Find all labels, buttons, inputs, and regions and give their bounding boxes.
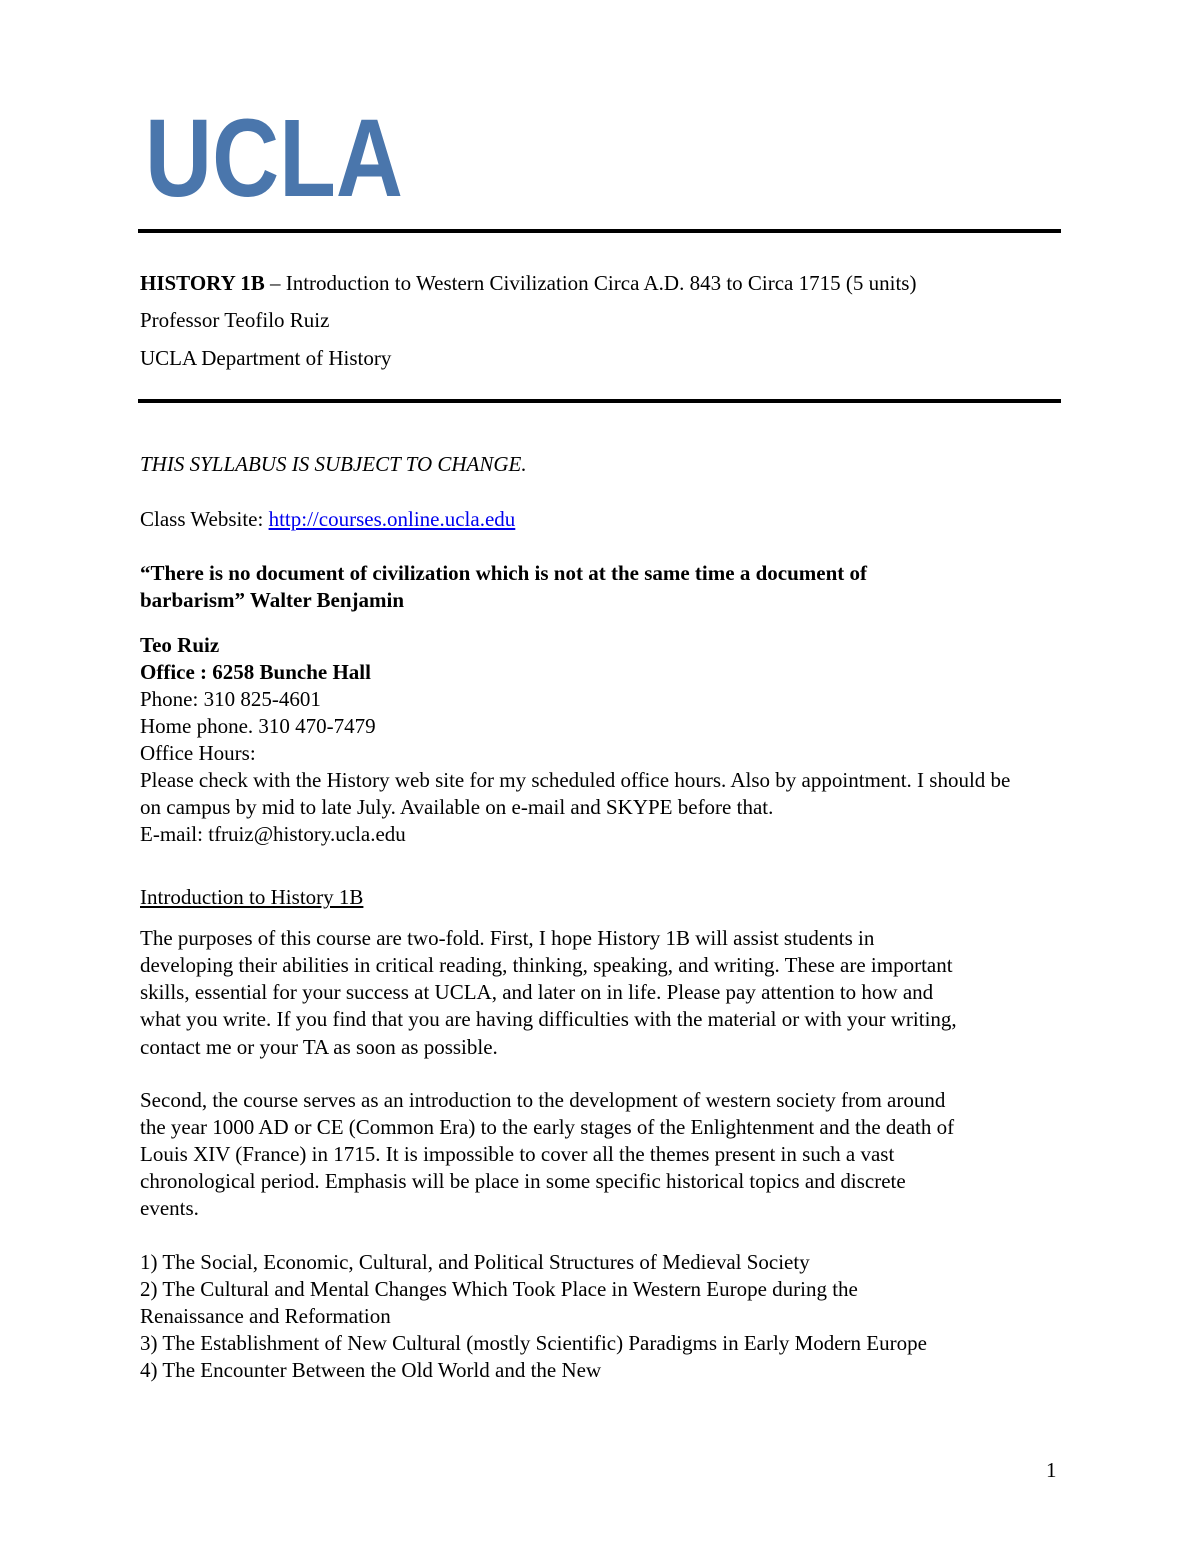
- professor-name: Professor Teofilo Ruiz: [140, 308, 330, 332]
- intro-para2-line: Second, the course serves as an introduction to the development of western society from around: [140, 1088, 946, 1112]
- syllabus-notice: THIS SYLLABUS IS SUBJECT TO CHANGE.: [140, 452, 527, 476]
- topic-item: 4) The Encounter Between the Old World and the New: [140, 1358, 602, 1382]
- topic-item-continuation: Renaissance and Reformation: [140, 1304, 391, 1328]
- class-website-label: Class Website:: [140, 507, 269, 531]
- course-title-line: [140, 270, 916, 297]
- office-hours-line-1: Please check with the History web site for my scheduled office hours. Also by appointment. I should be: [140, 768, 1011, 792]
- class-website-link[interactable]: http://courses.online.ucla.edu: [268, 507, 516, 531]
- contact-office: Office : 6258 Bunche Hall: [140, 660, 371, 684]
- intro-para2-line: the year 1000 AD or CE (Common Era) to the early stages of the Enlightenment and the death of: [140, 1115, 955, 1139]
- intro-para2-line: events.: [140, 1196, 199, 1220]
- header-top-rule: [138, 229, 1061, 233]
- intro-heading: Introduction to History 1B: [140, 885, 364, 909]
- intro-para1-line: The purposes of this course are two-fold. First, I hope History 1B will assist students in: [140, 926, 875, 950]
- intro-para2-line: chronological period. Emphasis will be place in some specific historical topics and discrete: [140, 1169, 906, 1193]
- intro-para2-line: Louis XIV (France) in 1715. It is impossible to cover all the themes present in such a vast: [140, 1142, 895, 1166]
- topic-item: 2) The Cultural and Mental Changes Which Took Place in Western Europe during the: [140, 1277, 858, 1301]
- class-website-line: [140, 506, 515, 533]
- contact-home-phone: Home phone. 310 470-7479: [140, 714, 376, 738]
- header-bottom-rule: [138, 399, 1061, 403]
- contact-name: Teo Ruiz: [140, 633, 220, 657]
- quote-line-1: “There is no document of civilization which is not at the same time a document of: [140, 561, 867, 585]
- course-code: HISTORY 1B: [140, 271, 265, 295]
- ucla-logo-text: UCLA: [145, 97, 403, 220]
- office-hours-label: Office Hours:: [140, 741, 256, 765]
- page-number: 1: [1046, 1458, 1057, 1482]
- topic-item: 1) The Social, Economic, Cultural, and Political Structures of Medieval Society: [140, 1250, 810, 1274]
- intro-para1-line: skills, essential for your success at UCLA, and later on in life. Please pay attention to how and: [140, 980, 934, 1004]
- contact-phone: Phone: 310 825-4601: [140, 687, 321, 711]
- department-name: UCLA Department of History: [140, 346, 392, 370]
- ucla-logo: [145, 97, 407, 220]
- office-hours-line-2: on campus by mid to late July. Available on e-mail and SKYPE before that.: [140, 795, 774, 819]
- contact-email: E-mail: tfruiz@history.ucla.edu: [140, 822, 406, 846]
- intro-para1-line: developing their abilities in critical reading, thinking, speaking, and writing. These are important: [140, 953, 953, 977]
- quote-line-2: barbarism” Walter Benjamin: [140, 588, 405, 612]
- course-title: – Introduction to Western Civilization Circa A.D. 843 to Circa 1715 (5 units): [264, 271, 917, 295]
- intro-para1-line: what you write. If you find that you are having difficulties with the material or with your writing,: [140, 1007, 957, 1031]
- topic-item: 3) The Establishment of New Cultural (mostly Scientific) Paradigms in Early Modern Europe: [140, 1331, 927, 1355]
- intro-para1-line: contact me or your TA as soon as possible.: [140, 1035, 498, 1059]
